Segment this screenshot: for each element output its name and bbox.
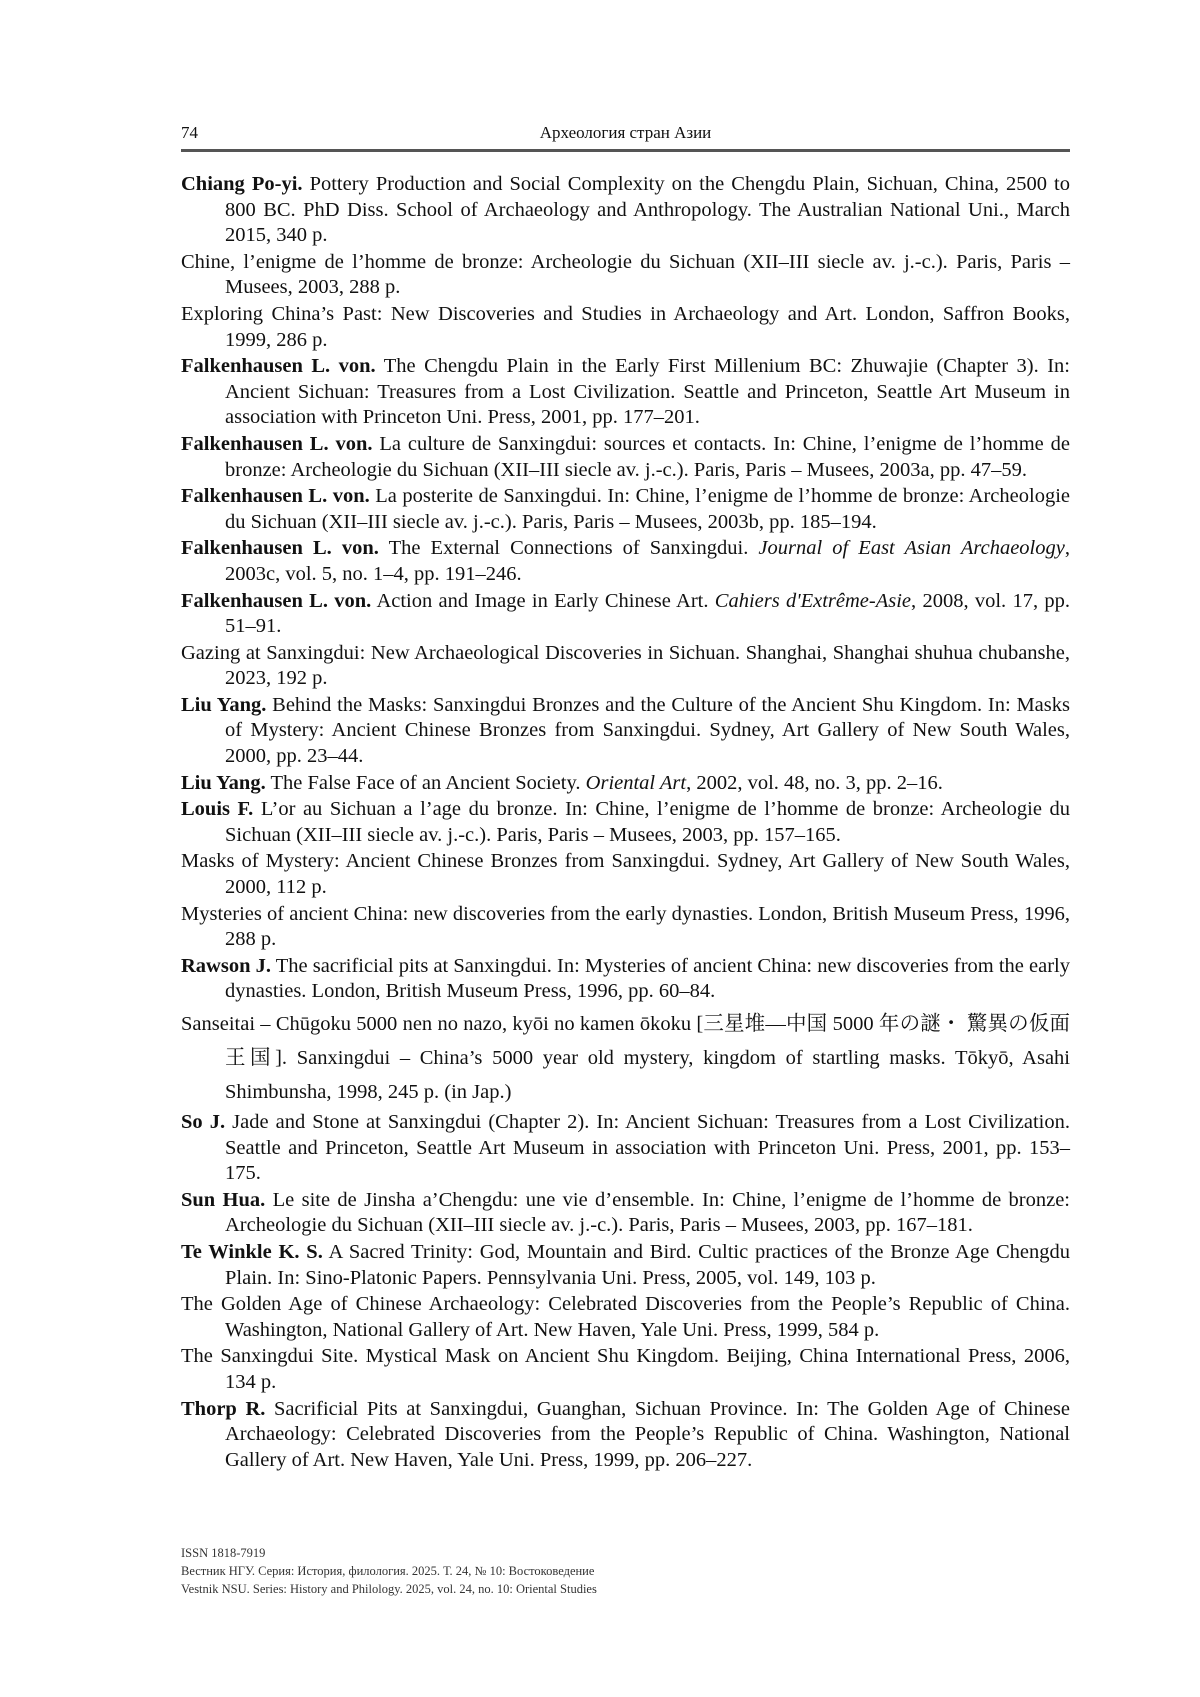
reference-details: , 2008, vol. 17, pp. 51–91.	[225, 589, 1070, 638]
reference-text: Sanseitai – Chūgoku 5000 nen no nazo, kyōi no kamen ōkoku [三星堆—中国 5000 年の謎・ 驚異の仮面王国]. Sanxingdui – China’s 5000 year old mystery, kingdom of startling masks. Tōkyō, Asahi Shimbunsha, 1998, 245 p. (in Jap.)	[181, 1013, 1070, 1103]
reference-text: La culture de Sanxingdui: sources et contacts. In: Chine, l’enigme de l’homme de bronze: Archeologie du Sichuan (XII–III siecle av. j.-c.). Paris, Paris – Musees, 2003a, pp. 47–59.	[225, 432, 1070, 481]
running-header	[181, 121, 1070, 152]
reference-author: Falkenhausen L. von.	[181, 485, 370, 508]
reference-text: Behind the Masks: Sanxingdui Bronzes and the Culture of the Ancient Shu Kingdom. In: Masks of Mystery: Ancient Chinese Bronzes from Sanxingdui. Sydney, Art Gallery of New South Wales, 2000, pp. 23–44.	[225, 693, 1070, 768]
reference-details: , 2003c, vol. 5, no. 1–4, pp. 191–246.	[225, 537, 1070, 585]
reference-entry	[181, 693, 1070, 770]
reference-author: Louis F.	[181, 798, 254, 821]
reference-text: Mysteries of ancient China: new discoveries from the early dynasties. London, British Museum Press, 1996, 288 p.	[181, 902, 1070, 951]
reference-entry	[181, 771, 1070, 797]
reference-text: The False Face of an Ancient Society.	[265, 771, 586, 794]
reference-entry	[181, 1240, 1070, 1291]
reference-author: Te Winkle K. S.	[181, 1240, 323, 1263]
reference-entry	[181, 954, 1070, 1005]
reference-text: The Golden Age of Chinese Archaeology: Celebrated Discoveries from the People’s Republic of China. Washington, National Gallery of Art. New Haven, Yale Uni. Press, 1999, 584 p.	[181, 1293, 1070, 1341]
reference-author: Thorp R.	[181, 1397, 266, 1420]
reference-text: The sacrificial pits at Sanxingdui. In: Mysteries of ancient China: new discoveries from the early dynasties. London, British Museum Press, 1996, pp. 60–84.	[225, 954, 1070, 1003]
reference-details: , 2002, vol. 48, no. 3, pp. 2–16.	[686, 771, 943, 794]
reference-entry	[181, 1188, 1070, 1239]
reference-journal: Oriental Art	[585, 771, 687, 794]
reference-entry	[181, 250, 1070, 301]
reference-author: Liu Yang.	[181, 693, 267, 716]
reference-text: Jade and Stone at Sanxingdui (Chapter 2). In: Ancient Sichuan: Treasures from a Lost Civilization. Seattle and Princeton, Seattle Art Museum in association with Princeton Uni. Press, 2001, pp. 153–175.	[225, 1111, 1070, 1185]
reference-list	[181, 172, 1070, 1474]
reference-text: A Sacred Trinity: God, Mountain and Bird. Cultic practices of the Bronze Age Chengdu Plain. In: Sino-Platonic Papers. Pennsylvania Uni. Press, 2005, vol. 149, 103 p.	[225, 1240, 1070, 1289]
reference-text: Action and Image in Early Chinese Art.	[371, 589, 715, 612]
reference-text: Sacrificial Pits at Sanxingdui, Guanghan, Sichuan Province. In: The Golden Age of Chinese Archaeology: Celebrated Discoveries from the People’s Republic of China. Washington, National Gallery of Art. New Haven, Yale Uni. Press, 1999, pp. 206–227.	[225, 1397, 1070, 1471]
reference-journal: Journal of East Asian Archaeology	[758, 537, 1065, 560]
reference-entry	[181, 902, 1070, 953]
reference-text: Chine, l’enigme de l’homme de bronze: Archeologie du Sichuan (XII–III siecle av. j.-c.). Paris, Paris – Musees, 2003, 288 p.	[181, 250, 1070, 299]
footer-journal-en: Vestnik NSU. Series: History and Philology. 2025, vol. 24, no. 10: Oriental Studies	[181, 1582, 597, 1596]
reference-entry	[181, 432, 1070, 483]
reference-entry	[181, 354, 1070, 431]
reference-entry	[181, 589, 1070, 640]
reference-text: Exploring China’s Past: New Discoveries and Studies in Archaeology and Art. London, Saffron Books, 1999, 286 p.	[181, 302, 1070, 351]
reference-author: Falkenhausen L. von.	[181, 355, 376, 378]
reference-author: Falkenhausen L. von.	[181, 537, 379, 560]
reference-entry	[181, 1344, 1070, 1395]
reference-text: La posterite de Sanxingdui. In: Chine, l’enigme de l’homme de bronze: Archeologie du Sichuan (XII–III siecle av. j.-c.). Paris, Paris – Musees, 2003b, pp. 185–194.	[225, 485, 1070, 533]
reference-entry	[181, 302, 1070, 353]
reference-text: Pottery Production and Social Complexity on the Chengdu Plain, Sichuan, China, 2500 to 800 BC. PhD Diss. School of Archaeology and Anthropology. The Australian National Uni., March 2015, 340 p.	[225, 173, 1070, 247]
reference-entry	[181, 849, 1070, 900]
reference-author: Chiang Po-yi.	[181, 173, 303, 195]
reference-author: Sun Hua.	[181, 1188, 266, 1211]
reference-entry	[181, 536, 1070, 587]
reference-entry	[181, 1292, 1070, 1343]
reference-text: The External Connections of Sanxingdui.	[378, 537, 759, 560]
reference-author: So J.	[181, 1111, 226, 1133]
reference-journal: Cahiers d'Extrême-Asie	[714, 589, 912, 612]
reference-author: Rawson J.	[181, 954, 271, 977]
running-title: Археология стран Азии	[539, 123, 712, 142]
reference-author: Falkenhausen L. von.	[181, 589, 372, 612]
reference-text: Gazing at Sanxingdui: New Archaeological Discoveries in Sichuan. Shanghai, Shanghai shuhua chubanshe, 2023, 192 p.	[181, 641, 1070, 690]
reference-text: Masks of Mystery: Ancient Chinese Bronzes from Sanxingdui. Sydney, Art Gallery of New South Wales, 2000, 112 p.	[181, 850, 1070, 899]
reference-text: Le site de Jinsha a’Chengdu: une vie d’ensemble. In: Chine, l’enigme de l’homme de bronze: Archeologie du Sichuan (XII–III siecle av. j.-c.). Paris, Paris – Musees, 2003, pp. 167–181.	[225, 1188, 1070, 1237]
reference-entry	[181, 1110, 1070, 1187]
reference-entry	[181, 641, 1070, 692]
footer-issn: ISSN 1818-7919	[181, 1546, 266, 1560]
reference-text: The Chengdu Plain in the Early First Millenium BC: Zhuwajie (Chapter 3). In: Ancient Sichuan: Treasures from a Lost Civilization. Seattle and Princeton, Seattle Art Museum in association with Princeton Uni. Press, 2001, pp. 177–201.	[225, 355, 1070, 429]
page-number: 74	[181, 123, 198, 142]
footer	[181, 1544, 597, 1598]
reference-entry	[181, 1397, 1070, 1474]
footer-journal-ru: Вестник НГУ. Серия: История, филология. 2025. Т. 24, № 10: Востоковедение	[181, 1564, 595, 1578]
reference-text: The Sanxingdui Site. Mystical Mask on Ancient Shu Kingdom. Beijing, China International Press, 2006, 134 p.	[181, 1345, 1070, 1393]
reference-author: Falkenhausen L. von.	[181, 432, 373, 455]
reference-entry	[181, 1007, 1070, 1109]
reference-entry	[181, 172, 1070, 249]
reference-text: L’or au Sichuan a l’age du bronze. In: Chine, l’enigme de l’homme de bronze: Archeologie du Sichuan (XII–III siecle av. j.-c.). Paris, Paris – Musees, 2003, pp. 157–165.	[225, 798, 1071, 846]
reference-entry	[181, 797, 1070, 848]
reference-entry	[181, 484, 1070, 535]
reference-author: Liu Yang.	[181, 771, 266, 794]
